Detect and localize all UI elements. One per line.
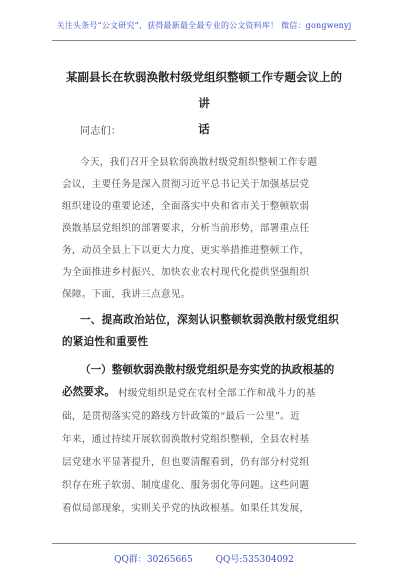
paragraph-line: 组织建设的重要论述，全面落实中央和省市关于整顿软弱 bbox=[62, 201, 310, 212]
qq-group-text: QQ群：30265665 bbox=[114, 555, 193, 565]
salutation: 同志们： bbox=[80, 126, 122, 137]
paragraph-line: 层党建水平显著提升，但也要清醒看到，仍有部分村党组 bbox=[62, 457, 310, 468]
footer-divider bbox=[52, 543, 356, 544]
paragraph-line: 织存在班子软弱、制度虚化、服务弱化等问题。这些问题 bbox=[62, 480, 310, 491]
qq-number-text: QQ号:535304092 bbox=[215, 555, 294, 565]
paragraph-line: 看似局部现象，实则关乎党的执政根基。如果任其发展， bbox=[62, 503, 310, 514]
section-heading-line-2: 的紧迫性和重要性 bbox=[62, 336, 149, 348]
subsection-heading-line-1: （一）整顿软弱涣散村级党组织是夯实党的执政根基的 bbox=[80, 364, 335, 376]
paragraph-line: 涣散基层党组织的部署要求，分析当前形势，部署重点任 bbox=[62, 223, 310, 234]
paragraph-line: 村级党组织是党在农村全部工作和战斗力的基 bbox=[118, 388, 316, 399]
subsection-heading-line-2: 必然要求。 bbox=[62, 386, 115, 398]
footer-contact bbox=[0, 552, 408, 565]
paragraph-line: 年来，通过持续开展软弱涣散村党组织整顿，全县农村基 bbox=[62, 434, 310, 445]
document-title-line-1: 某副县长在软弱涣散村级党组织整顿工作专题会议上的讲 bbox=[66, 70, 342, 110]
header-divider bbox=[52, 40, 356, 41]
paragraph-line: 保障。下面，我讲三点意见。 bbox=[62, 289, 191, 300]
header-banner: 关注头条号“公文研究”，获得最新最全最专业的公文资料库！ 微信：gongwenyj bbox=[56, 21, 352, 30]
document-title-line-2: 话 bbox=[198, 122, 210, 136]
paragraph-line: 础，是贯彻落实党的路线方针政策的“最后一公里”。近 bbox=[62, 411, 300, 422]
section-heading-line-1: 一、提高政治站位，深刻认识整顿软弱涣散村级党组织 bbox=[80, 314, 340, 326]
paragraph-line: 会议，主要任务是深入贯彻习近平总书记关于加强基层党 bbox=[62, 179, 310, 190]
paragraph-line: 为全面推进乡村振兴、加快农业农村现代化提供坚强组织 bbox=[62, 267, 310, 278]
paragraph-line: 务，动员全县上下以更大力度、更实举措推进整顿工作， bbox=[62, 245, 310, 256]
paragraph-line: 今天，我们召开全县软弱涣散村级党组织整顿工作专题 bbox=[80, 157, 318, 168]
